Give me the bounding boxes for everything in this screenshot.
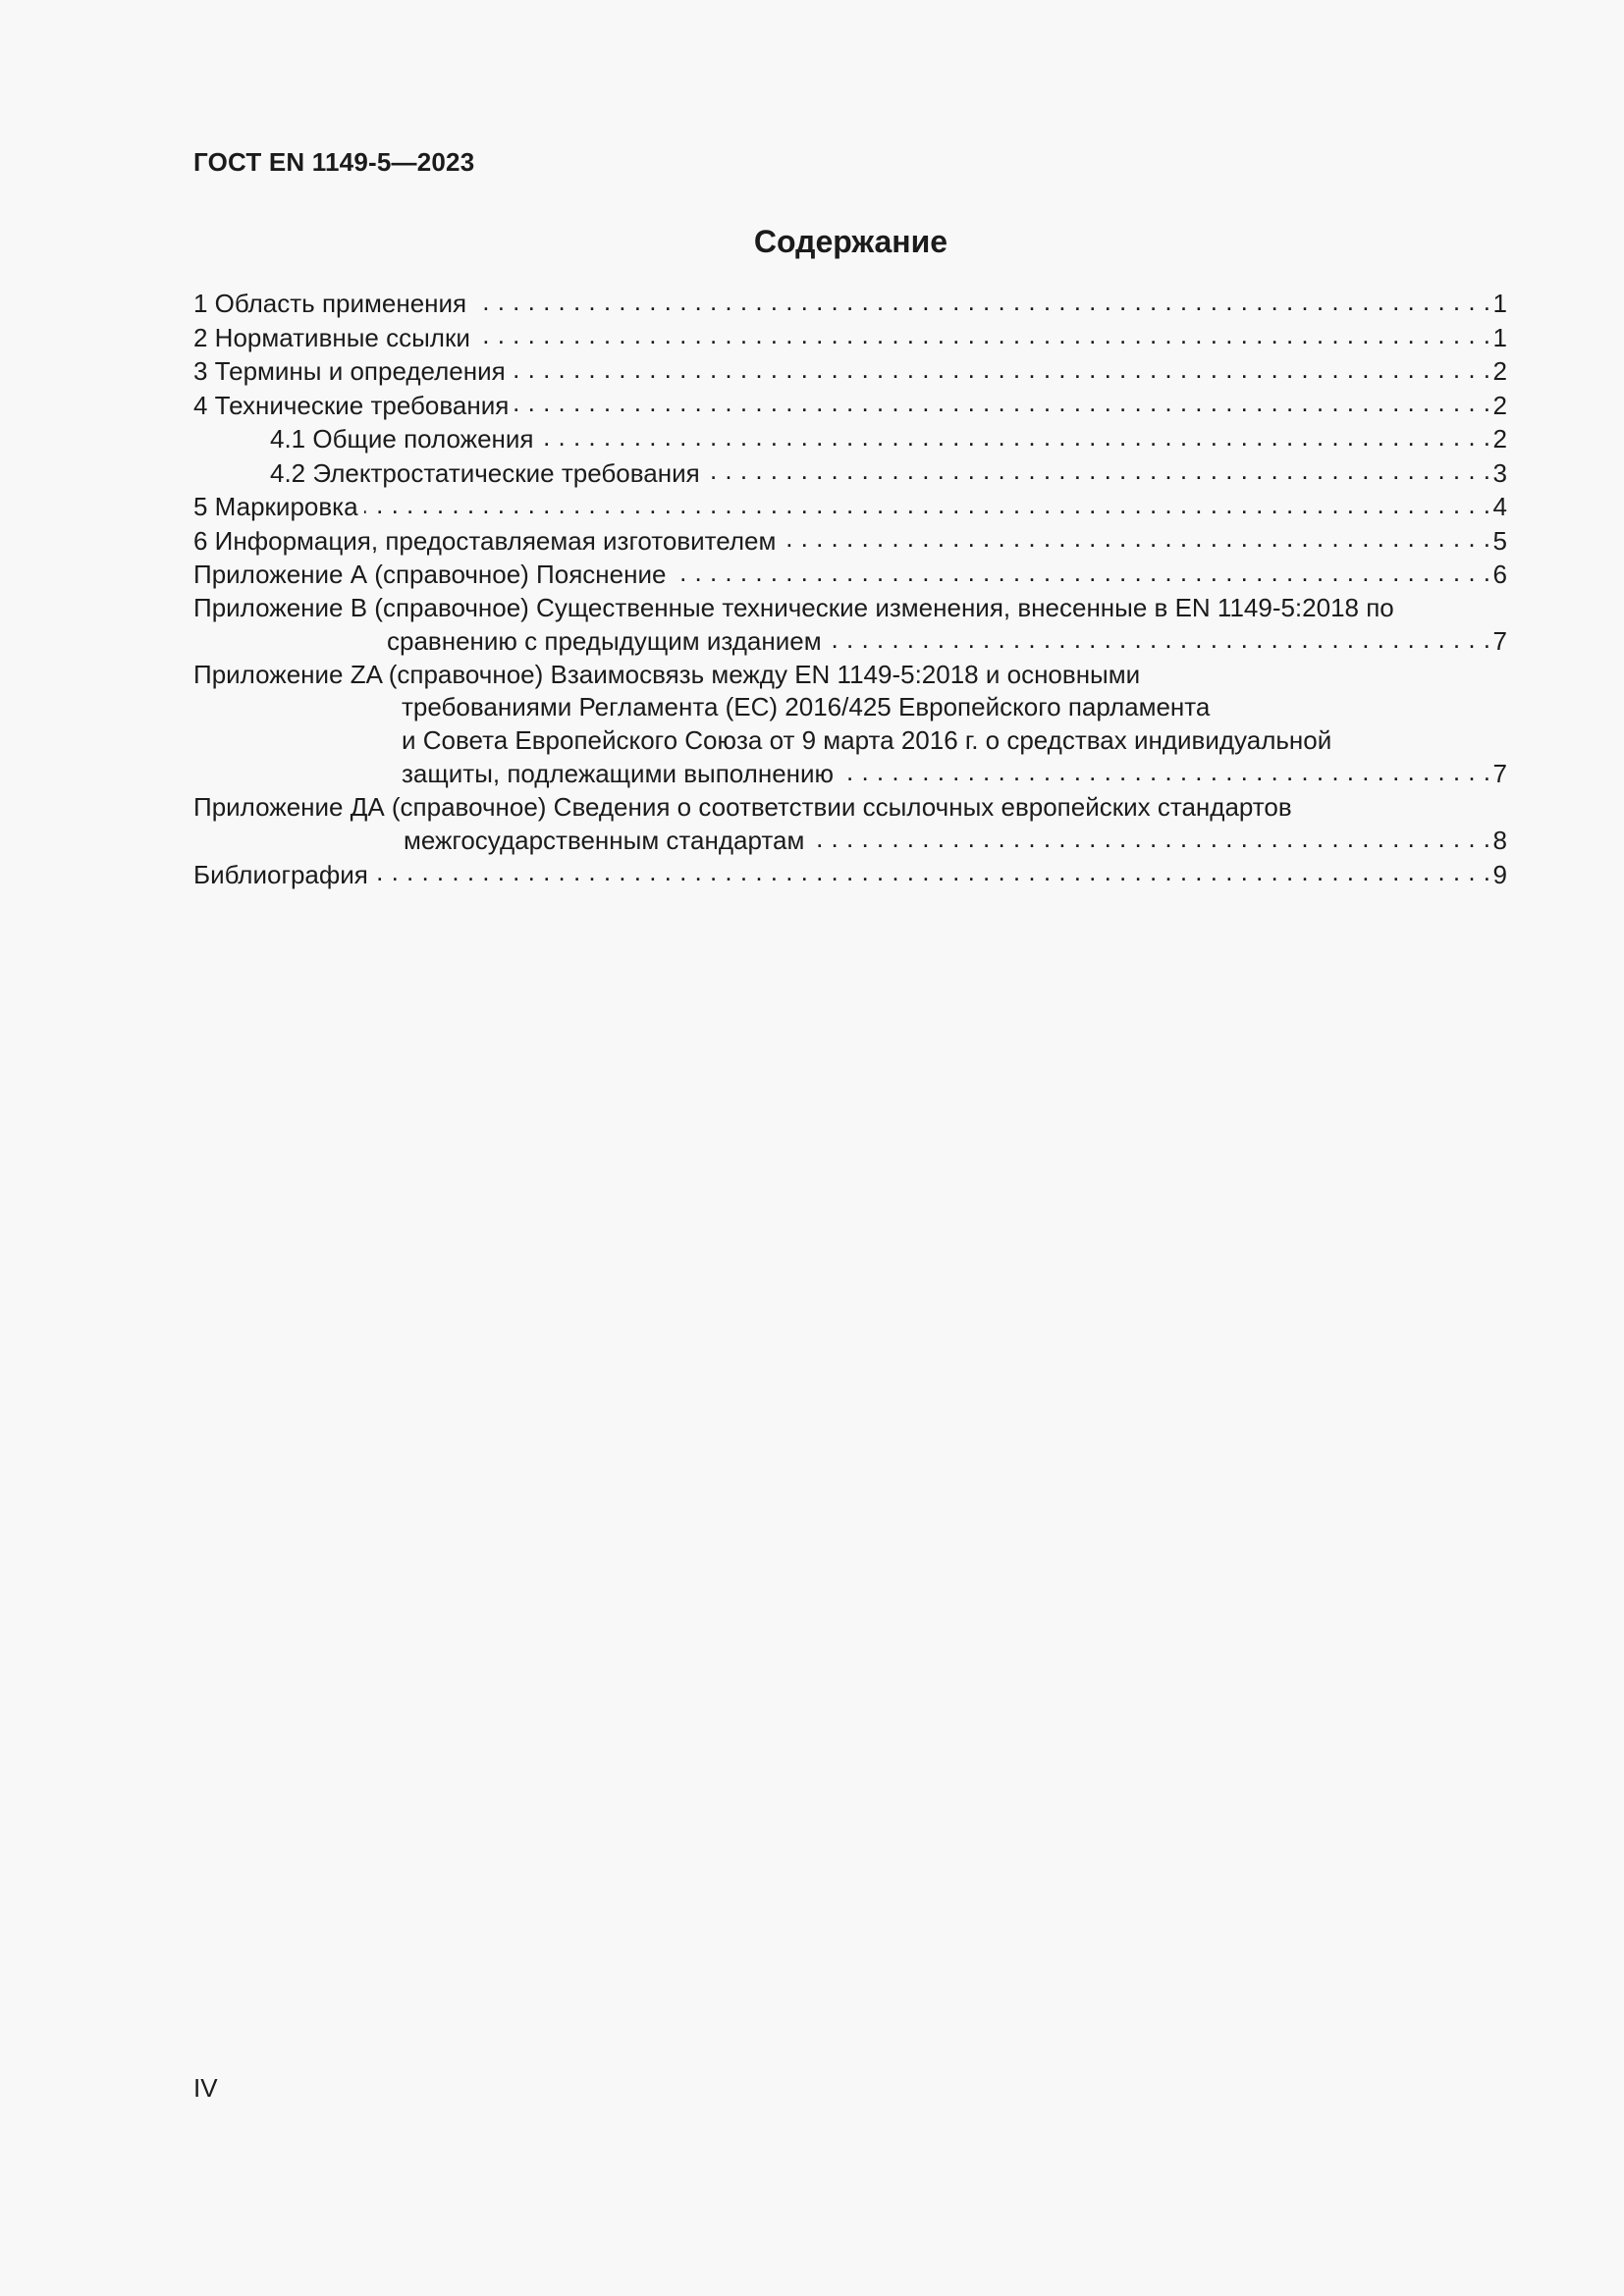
toc-entry-page: 2 [1492,356,1507,386]
toc-entry-electrostatic-requirements[interactable] [193,456,1507,491]
toc-entry-page: 6 [1492,560,1507,589]
dot-leader [374,858,1491,883]
toc-entry-page: 7 [1492,626,1507,656]
dot-leader [810,824,1490,849]
toc-entry-label: 6 Информация, предоставляемая изготовителем [193,525,777,556]
table-of-contents [193,287,1507,891]
toc-entry-annex-da[interactable] [193,791,1507,858]
toc-entry-label-line: требованиями Регламента (ЕС) 2016/425 Европейского парламента [402,692,1211,721]
toc-entry-bibliography[interactable] [193,858,1507,892]
toc-entry-label-line: Приложение В (справочное) Существенные технические изменения, внесенные в EN 1149-5:2018 по [193,592,1394,622]
toc-entry-page: 2 [1492,390,1507,420]
toc-title: Содержание [753,224,948,259]
toc-entry-label-line: сравнению с предыдущим изданием [387,626,822,656]
toc-entry-label: 3 Термины и определения [193,356,506,386]
page-number: IV [193,2073,218,2103]
toc-entry-page: 5 [1492,525,1507,556]
toc-entry-label: Приложение А (справочное) Пояснение [193,560,667,589]
toc-entry-page: 1 [1492,289,1507,318]
toc-entry-label: 4.2 Электростатические требования [270,457,700,488]
toc-entry-annex-za[interactable] [193,659,1507,791]
dot-leader [540,422,1491,448]
toc-entry-normative-references[interactable] [193,321,1507,355]
toc-entry-label: 2 Нормативные ссылки [193,322,470,352]
dot-leader [672,558,1490,583]
dot-leader [476,321,1491,347]
toc-entry-page: 4 [1492,492,1507,521]
dot-leader [364,490,1491,515]
dot-leader [828,624,1491,650]
toc-entry-page: 8 [1492,826,1507,855]
toc-entry-page: 2 [1492,424,1507,454]
toc-entry-manufacturer-info[interactable] [193,524,1507,559]
dot-leader [839,757,1490,782]
toc-entry-technical-requirements[interactable] [193,389,1507,423]
toc-entry-label: 1 Область применения [193,289,467,318]
document-header: ГОСТ EN 1149-5—2023 [193,147,475,177]
toc-entry-label-line: и Совета Европейского Союза от 9 марта 2016 г. о средствах индивидуальной [402,724,1332,755]
toc-entry-terms-definitions[interactable] [193,354,1507,389]
toc-entry-label-line: Приложение ДА (справочное) Сведения о соответствии ссылочных европейских стандартов [193,791,1292,822]
dot-leader [782,524,1490,550]
dot-leader [514,389,1490,414]
toc-entry-label-line: межгосударственным стандартам [404,826,805,855]
toc-entry-page: 9 [1492,859,1507,889]
toc-entry-scope[interactable] [193,287,1507,321]
toc-entry-annex-b[interactable] [193,592,1507,659]
toc-entry-page: 1 [1492,322,1507,352]
dot-leader [706,456,1491,482]
dot-leader [472,287,1490,312]
toc-entry-label: 4 Технические требования [193,390,510,420]
toc-entry-page: 3 [1492,457,1507,488]
toc-entry-label-line: защиты, подлежащими выполнению [402,759,835,788]
toc-entry-label: 5 Маркировка [193,492,358,521]
toc-entry-page: 7 [1492,759,1507,788]
toc-entry-marking[interactable] [193,490,1507,524]
toc-entry-label: 4.1 Общие положения [270,424,534,454]
toc-entry-label: Библиография [193,859,368,889]
toc-entry-label-line: Приложение ZA (справочное) Взаимосвязь между EN 1149-5:2018 и основными [193,659,1141,689]
toc-entry-annex-a[interactable] [193,558,1507,592]
toc-entry-general-provisions[interactable] [193,422,1507,456]
dot-leader [512,354,1491,380]
